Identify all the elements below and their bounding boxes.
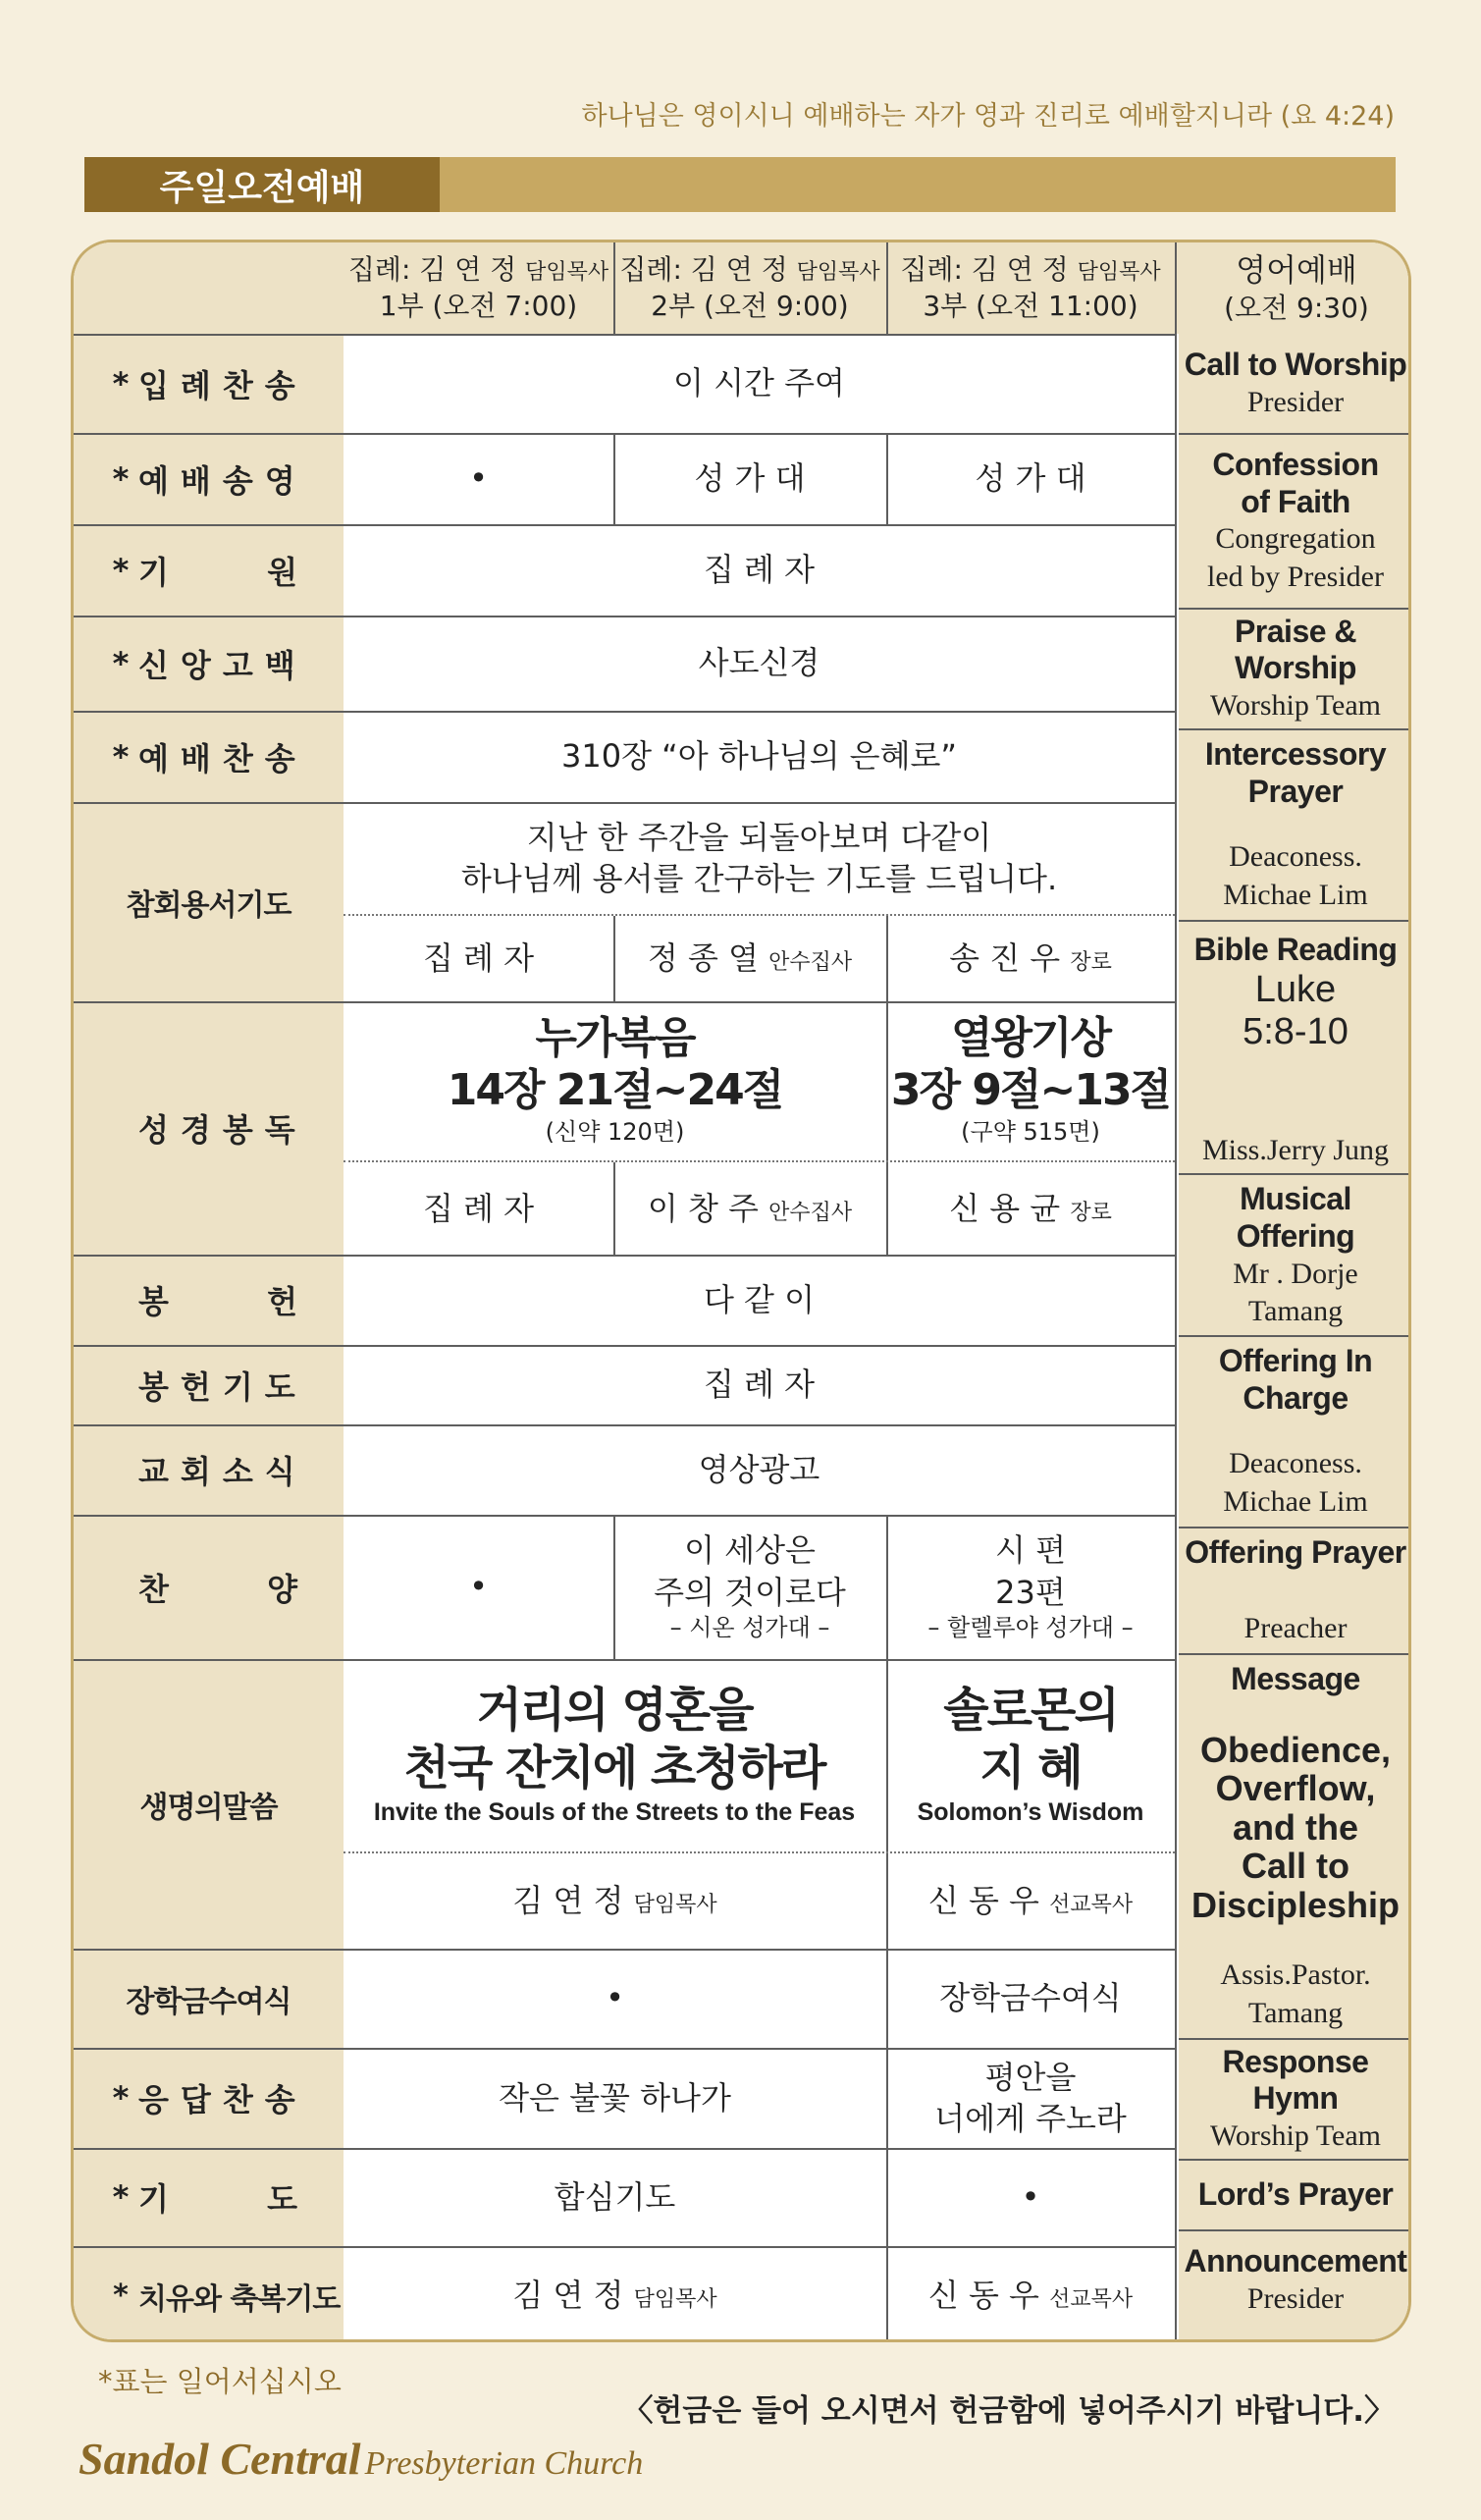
label-text: 양 [267,1570,297,1608]
label-invocation [103,524,297,616]
eng-item-leader: Tamang [1247,1996,1344,2029]
leader-name: 정 종 열 [647,939,759,978]
prayer-b: • [1021,2177,1040,2216]
church-name-sub: Presbyterian Church [364,2445,644,2482]
stand-marker: * [112,364,130,402]
eng-item-title: Confession [1212,446,1379,482]
label-prayer [103,2148,297,2246]
label-text: 신앙고백 [138,646,307,684]
scripture-reader-s3 [886,1162,1175,1255]
leader-title: 안수집사 [768,950,853,976]
label-confession-prayer [74,802,344,1001]
sermon-title-b [886,1659,1175,1851]
eng-item-leader: Deaconess. [1229,1447,1362,1480]
eng-item-title: Offering In [1218,1343,1373,1378]
confession-line-2: 하나님께 용서를 간구하는 기도를 드립니다. [460,860,1058,897]
english-service-time: (오전 9:30) [1224,292,1369,325]
eng-confession-of-faith [1177,435,1411,608]
eng-item-title: Announcement [1184,2242,1407,2279]
healing-prayer-b [886,2246,1175,2342]
leader-title: 장로 [1070,950,1112,976]
scripture-passage-b [886,1001,1175,1160]
label-sermon [74,1659,344,1949]
scripture-book: 누가복음 [535,1013,695,1064]
service-1-officiant: 집례: 김 연 정 [347,252,517,286]
eng-item-leader: Tamang [1247,1294,1344,1327]
anthem-choir: – 시온 성가대 – [669,1613,830,1641]
anthem-s1: • [469,1568,488,1606]
doxology-s3: 성 가 대 [975,459,1086,498]
eng-item-leader: Congregation [1215,522,1376,556]
prayer-a: 합심기도 [554,2177,676,2216]
service-1-time: 1부 (오전 7:00) [379,289,578,322]
label-text: 헌 [267,1283,297,1320]
sermon-title-line: 천국 잔치에 초청하라 [403,1740,825,1796]
worship-hymn-cell: 310장 “아 하나님의 은혜로” [561,737,957,776]
eng-item-leader: Worship Team [1209,689,1382,723]
eng-bible-reading [1177,922,1411,1173]
eng-item-title: Praise & [1234,613,1357,649]
eng-message-title: Call to [1241,1846,1349,1887]
label-response-hymn [103,2048,307,2148]
eng-message-title: Obedience, [1199,1729,1392,1770]
eng-message-title: Overflow, [1215,1768,1376,1809]
scripture-reader-s2 [613,1162,886,1255]
stand-marker: * [112,2079,130,2117]
reader-title: 장로 [1070,1200,1112,1225]
stand-marker: * [112,459,130,498]
scripture-page: (구약 515면) [961,1117,1100,1146]
label-worship-hymn [103,711,307,802]
label-text: 생명의말씀 [139,1790,278,1825]
eng-item-title: Response [1222,2043,1369,2079]
label-text: 장학금수여식 [126,1984,291,2019]
response-hymn-a: 작은 불꽃 하나가 [499,2078,731,2117]
section-title-bar [84,157,1396,212]
church-news-cell: 영상광고 [698,1450,820,1488]
confession-leader-s3 [886,916,1175,1001]
minister-name: 김 연 정 [512,2277,624,2315]
service-3-officiant-title: 담임목사 [1077,259,1161,285]
scripture-reader-s1: 집 례 자 [422,1189,535,1227]
eng-praise-worship [1177,610,1411,728]
section-title: 주일오전예배 [84,157,440,212]
sermon-title-line: 지 혜 [979,1740,1082,1796]
stand-marker: * [113,2279,129,2313]
eng-musical-offering [1177,1175,1411,1335]
doxology-s2: 성 가 대 [694,459,806,498]
scripture-passage-a [344,1001,886,1160]
stand-marker: * [112,2178,130,2216]
anthem-s2 [613,1515,886,1659]
eng-item-title: Intercessory [1204,736,1387,772]
stand-marker: * [112,551,130,589]
healing-prayer-a [344,2246,886,2342]
label-text: 예배찬송 [138,739,307,777]
confession-line-1: 지난 한 주간을 되돌아보며 다같이 [526,818,992,856]
sermon-title-line: 거리의 영혼을 [476,1682,753,1738]
eng-item-leader: Worship Team [1209,2119,1382,2153]
eng-offering-in-charge [1177,1337,1411,1527]
preacher-title: 선교목사 [1049,1893,1134,1918]
eng-lords-prayer [1177,2161,1411,2229]
service-2-time: 2부 (오전 9:00) [651,289,849,322]
service-2-officiant-title: 담임목사 [796,259,880,285]
label-offering-prayer [138,1345,307,1424]
preacher-b [886,1853,1175,1949]
offering-prayer-cell: 집 례 자 [703,1366,816,1404]
eng-intercessory-prayer [1177,730,1411,920]
label-text: 도 [267,2180,297,2218]
service-2-officiant: 집례: 김 연 정 [619,252,788,286]
eng-item-title: Prayer [1247,773,1344,809]
sermon-title-english: Solomon’s Wisdom [917,1798,1144,1827]
eng-item-title: Lord’s Prayer [1197,2176,1394,2213]
label-text: 기 [138,2180,169,2218]
anthem-title-line: 주의 것이로다 [654,1573,846,1611]
eng-item-leader: Assis.Pastor. [1220,1958,1371,1992]
eng-offering-prayer [1177,1528,1411,1653]
label-text: 예배송영 [138,461,307,500]
eng-item-title: of Faith [1241,483,1350,519]
scripture-book: 열왕기상 [950,1013,1110,1064]
service-3-time: 3부 (오전 11:00) [923,289,1138,322]
confession-leader-s2 [613,916,886,1001]
label-text: 치유와 축복기도 [138,2281,341,2317]
label-anthem [138,1515,297,1659]
eng-message-title: Discipleship [1190,1884,1401,1925]
eng-message-title: and the [1232,1806,1358,1848]
stand-marker: * [112,644,130,682]
minister-name: 신 동 우 [927,2277,1039,2315]
label-text: 입례찬송 [138,366,307,404]
eng-item-leader: Miss.Jerry Jung [1201,1133,1389,1166]
label-text: 봉헌기도 [138,1367,307,1406]
eng-call-to-worship [1177,336,1411,433]
stand-marker: * [112,737,130,776]
header-service-1 [344,242,613,334]
eng-item-leader: Mr . Dorje [1233,1257,1358,1290]
eng-item-title: Hymn [1252,2080,1339,2117]
hymn-line: 평안을 [984,2058,1077,2096]
entrance-hymn-cell: 이 시간 주여 [673,364,845,402]
sermon-title-english: Invite the Souls of the Streets to the Feas [373,1798,856,1827]
scripture-verses: 14장 21절~24절 [447,1065,783,1116]
header-service-2 [613,242,886,334]
label-text: 교회소식 [138,1453,307,1490]
invocation-cell: 집 례 자 [703,551,816,589]
response-hymn-b [886,2048,1175,2148]
anthem-title-line: 시 편 [995,1531,1066,1570]
eng-item-leader: Deaconess. [1229,840,1362,874]
header-service-3 [886,242,1175,334]
label-scholarship [74,1949,344,2048]
anthem-s3 [886,1515,1175,1659]
anthem-title-line: 이 세상은 [684,1531,816,1570]
label-scripture-reading [138,1001,307,1255]
scripture-page: (신약 120면) [545,1117,685,1146]
label-doxology [103,433,307,524]
label-text: 기 [138,553,169,591]
label-creed [103,616,307,711]
service-3-officiant: 집례: 김 연 정 [900,252,1069,286]
eng-item-title: Musical Offering [1236,1181,1355,1254]
minister-title: 선교목사 [1049,2287,1134,2313]
confession-text [344,802,1175,914]
eng-item-title: Offering Prayer [1185,1534,1406,1570]
label-text: 찬 [138,1570,169,1608]
label-text: 성경봉독 [138,1111,307,1149]
offering-cell: 다 같 이 [703,1280,816,1318]
preacher-title: 담임목사 [633,1893,717,1918]
leader-name: 송 진 우 [949,939,1061,978]
english-service-title: 영어예배 [1236,250,1357,289]
minister-title: 담임목사 [633,2287,717,2313]
eng-message [1177,1655,1411,2038]
doxology-s1: • [469,459,488,498]
reader-title: 안수집사 [768,1200,853,1225]
sermon-title-line: 솔로몬의 [943,1682,1118,1738]
preacher-a [344,1853,886,1949]
preacher-name: 김 연 정 [512,1882,624,1920]
reader-name: 이 창 주 [647,1189,759,1227]
header-english-service [1179,242,1411,334]
label-healing-prayer [103,2246,340,2342]
eng-announcement [1177,2231,1411,2330]
preacher-name: 신 동 우 [927,1882,1039,1920]
anthem-choir: – 할렐루야 성가대 – [927,1613,1134,1641]
offering-notice: 〈헌금은 들어 오시면서 헌금함에 넣어주시기 바랍니다.〉 [622,2393,1395,2429]
creed-cell: 사도신경 [698,644,820,682]
eng-item-leader: led by Presider [1207,560,1384,593]
eng-response-hymn [1177,2040,1411,2159]
label-text: 응답찬송 [138,2081,307,2118]
eng-item-leader: Presider [1246,386,1345,419]
eng-item-leader: Michae Lim [1223,1484,1368,1518]
scholarship-b: 장학금수여식 [939,1979,1122,2017]
label-church-news [138,1424,307,1515]
label-text: 원 [267,553,297,591]
label-text: 참회용서기도 [126,887,291,923]
eng-scripture: 5:8-10 [1243,1011,1349,1053]
eng-item-title: Worship [1235,650,1356,686]
label-text: 봉 [138,1283,169,1320]
scholarship-a: • [606,1979,624,2017]
eng-item-leader: Michae Lim [1223,878,1368,911]
scripture-verse: 하나님은 영이시니 예배하는 자가 영과 진리로 예배할지니라 (요 4:24) [581,101,1395,132]
eng-item-title: Message [1231,1661,1360,1696]
eng-item-title: Bible Reading [1193,932,1398,967]
service-1-officiant-title: 담임목사 [525,259,609,285]
eng-item-leader: Presider [1246,2281,1345,2315]
scripture-verses: 3장 9절~13절 [890,1065,1171,1116]
eng-item-title: Call to Worship [1184,347,1407,383]
order-of-service-table [71,240,1411,2342]
reader-name: 신 용 균 [949,1189,1061,1227]
anthem-title-line: 23편 [995,1573,1066,1611]
eng-item-leader: Preacher [1243,1611,1348,1644]
label-entrance-hymn [103,334,307,433]
label-offering [138,1255,297,1345]
stand-footnote: *표는 일어서십시오 [98,2365,342,2398]
hymn-line: 너에게 주노라 [934,2100,1127,2137]
confession-leader-s1: 집 례 자 [422,939,535,978]
sermon-title-a [339,1659,890,1851]
church-name [79,2433,643,2485]
church-name-main: Sandol Central [79,2434,361,2484]
eng-scripture: Luke [1254,968,1337,1010]
eng-item-title: Charge [1243,1379,1349,1416]
